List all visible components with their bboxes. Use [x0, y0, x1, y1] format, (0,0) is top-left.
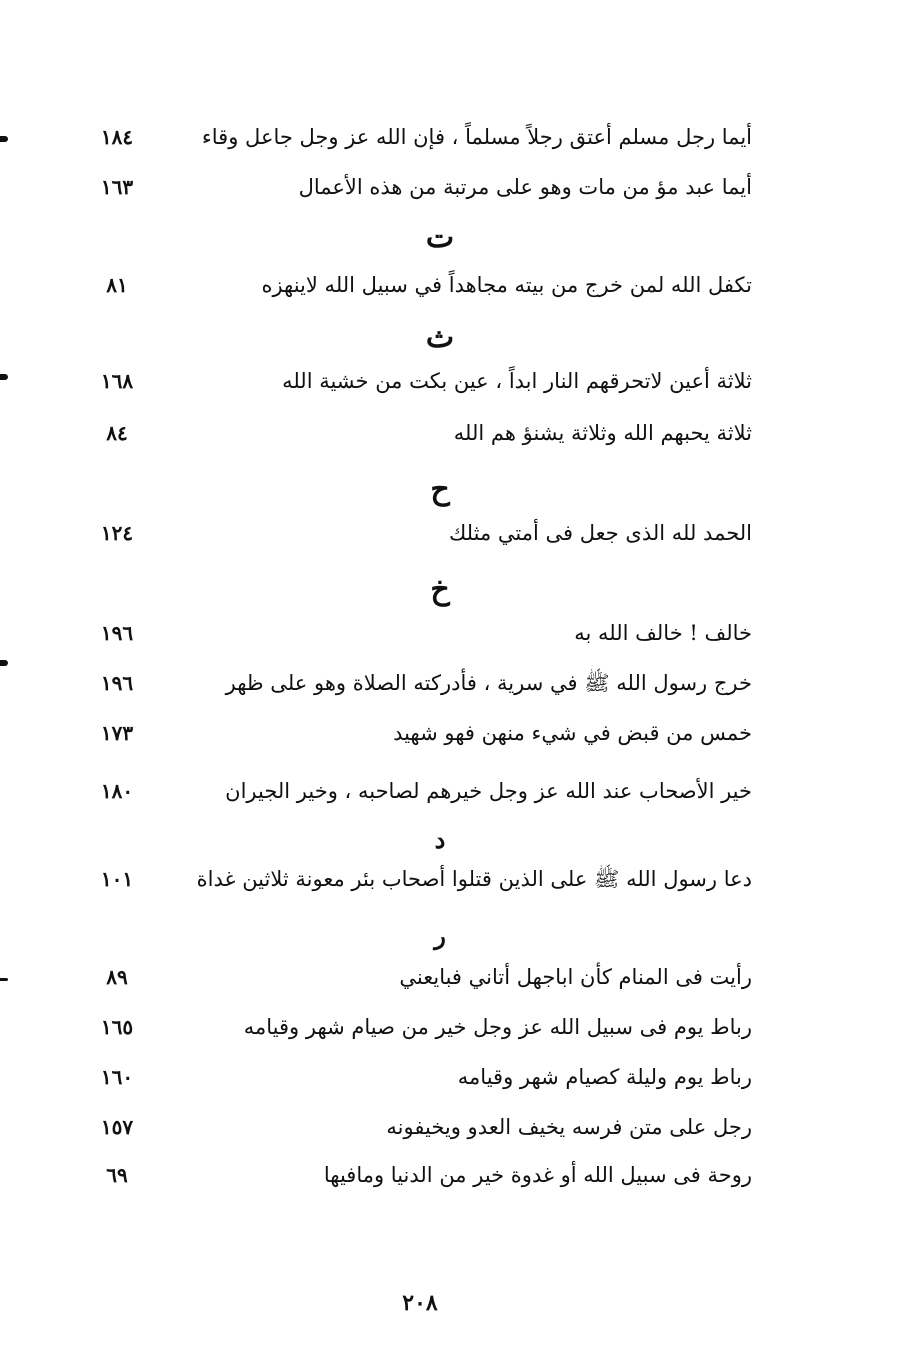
index-entry — [60, 614, 760, 654]
entry-text: رجل على متن فرسه يخيف العدو ويخيفونه — [386, 1115, 752, 1139]
entry-page-number: ١٩٦ — [100, 671, 134, 695]
index-entry — [60, 514, 760, 554]
page-number: ٢٠٨ — [402, 1290, 438, 1316]
index-entry — [60, 414, 760, 454]
index-entry — [60, 714, 760, 754]
index-entry — [60, 118, 760, 158]
index-entry — [60, 1058, 760, 1098]
entry-page-number: ١٦٥ — [100, 1015, 134, 1039]
entry-page-number: ٨٩ — [106, 965, 128, 989]
index-entry — [60, 168, 760, 208]
entry-text: خمس من قبض في شيء منهن فهو شهيد — [393, 721, 752, 745]
section-letter-ta: ت — [425, 220, 455, 255]
index-entry — [60, 362, 760, 402]
entry-text: رباط يوم فى سبيل الله عز وجل خير من صيام شهر وقيامه — [243, 1015, 752, 1039]
entry-text: دعا رسول الله ﷺ على الذين قتلوا أصحاب بئر معونة ثلاثين غداة — [196, 867, 752, 891]
entry-page-number: ١٨٤ — [100, 125, 134, 149]
entry-page-number: ١٥٧ — [100, 1115, 134, 1139]
entry-page-number: ١٨٠ — [100, 779, 134, 803]
entry-text: خرج رسول الله ﷺ في سرية ، فأدركته الصلاة وهو على ظهر — [225, 671, 752, 695]
index-entry — [60, 266, 760, 306]
section-letter-tha: ث — [425, 320, 455, 355]
entry-text: أيما رجل مسلم أعتق رجلاً مسلماً ، فإن الله عز وجل جاعل وقاء — [201, 125, 752, 149]
section-letter-dal: د — [434, 825, 446, 854]
entry-page-number: ١٦٣ — [100, 175, 134, 199]
entry-page-number: ٨١ — [106, 273, 128, 297]
index-entry — [60, 1156, 760, 1196]
entry-text: تكفل الله لمن خرج من بيته مجاهداً في سبيل الله لاينهزه — [261, 273, 752, 297]
entry-text: ثلاثة يحبهم الله وثلاثة يشنؤ هم الله — [453, 421, 752, 445]
scan-edge-mark — [0, 374, 8, 380]
scan-edge-mark — [0, 660, 8, 666]
entry-page-number: ٨٤ — [106, 421, 128, 445]
entry-text: الحمد لله الذى جعل فى أمتي مثلك — [448, 521, 752, 545]
index-entry — [60, 958, 760, 998]
section-letter-kha: خ — [430, 572, 450, 607]
scan-edge-mark — [0, 978, 8, 981]
entry-page-number: ٦٩ — [106, 1163, 128, 1187]
entry-text: رأيت فى المنام كأن اباجهل أتاني فبايعني — [399, 965, 752, 989]
index-entry — [60, 860, 760, 900]
entry-text: أيما عبد مؤ من مات وهو على مرتبة من هذه الأعمال — [298, 175, 752, 199]
index-entry — [60, 1008, 760, 1048]
index-entry — [60, 664, 760, 704]
entry-page-number: ١٧٣ — [100, 721, 134, 745]
entry-text: روحة فى سبيل الله أو غدوة خير من الدنيا ومافيها — [323, 1163, 752, 1187]
entry-text: خالف ! خالف الله به — [574, 621, 752, 645]
entry-text: خير الأصحاب عند الله عز وجل خيرهم لصاحبه ، وخير الجيران — [225, 779, 752, 803]
section-letter-ra: ر — [434, 921, 446, 950]
entry-page-number: ١٠١ — [100, 867, 134, 891]
entry-page-number: ١٦٠ — [100, 1065, 134, 1089]
section-letter-ha: ح — [430, 472, 450, 507]
entry-text: ثلاثة أعين لاتحرقهم النار ابداً ، عين بكت من خشية الله — [282, 369, 752, 393]
entry-text: رباط يوم وليلة كصيام شهر وقيامه — [457, 1065, 752, 1089]
index-entry — [60, 1108, 760, 1148]
scan-edge-mark — [0, 136, 8, 142]
entry-page-number: ١٦٨ — [100, 369, 134, 393]
entry-page-number: ١٢٤ — [100, 521, 134, 545]
index-entry — [60, 772, 760, 812]
entry-page-number: ١٩٦ — [100, 621, 134, 645]
